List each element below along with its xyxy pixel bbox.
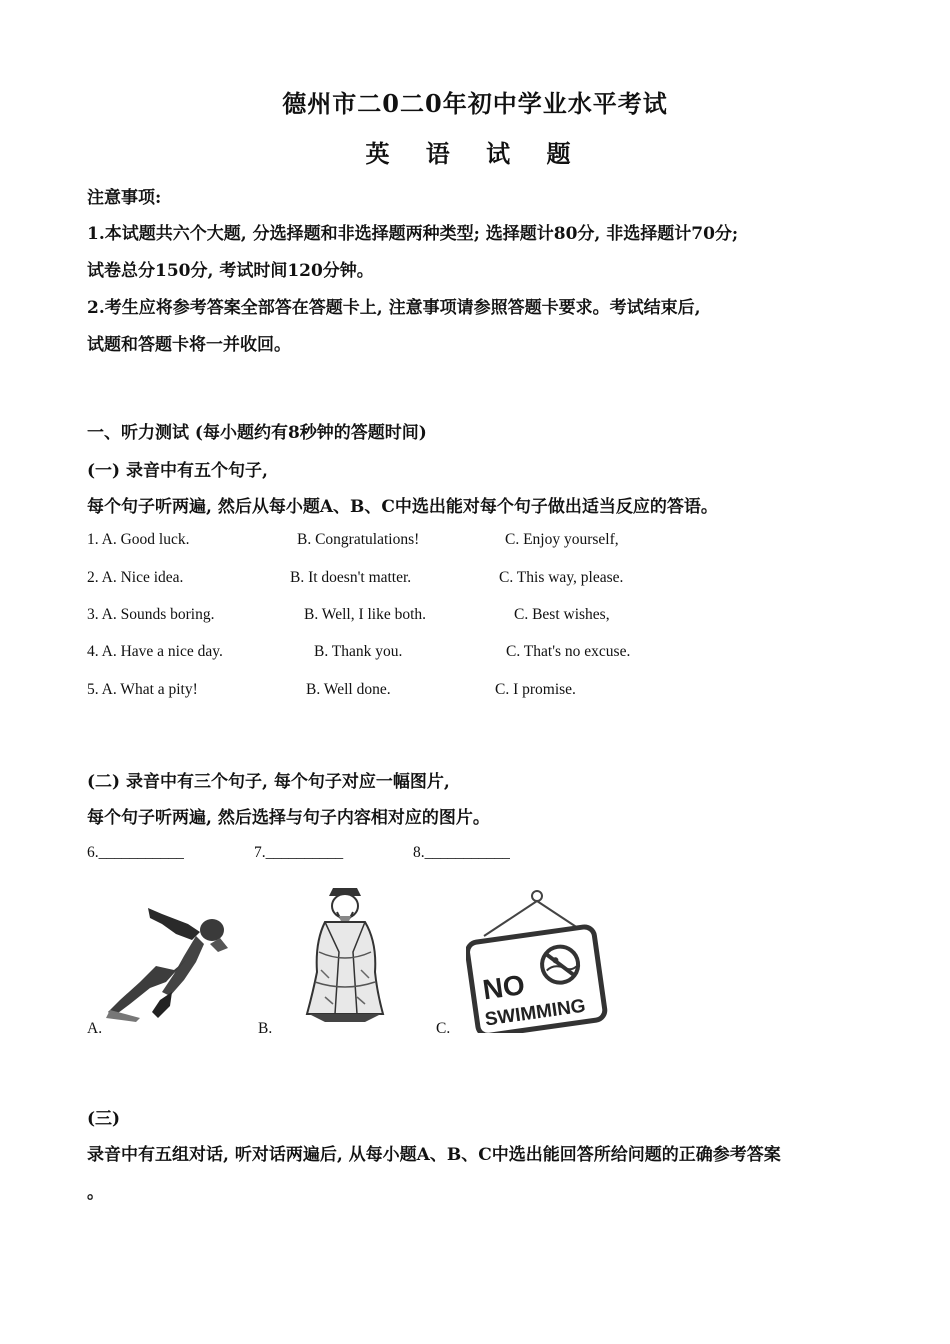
q5-option-a: 5. A. What a pity! [87, 681, 198, 698]
notes-line-2: 试卷总分150分, 考试时间120分钟。 [87, 261, 374, 281]
q5-option-b: B. Well done. [306, 681, 391, 698]
answer-blank-7: 7.__________ [254, 844, 344, 861]
part1-instruction: 每个句子听两遍, 然后从每小题A、B、C中选出能对每个句子做出适当反应的答语。 [87, 497, 718, 517]
q1-option-c: C. Enjoy yourself, [505, 531, 619, 548]
no-swimming-sign-icon [466, 888, 608, 1033]
q3-option-a: 3. A. Sounds boring. [87, 606, 215, 623]
sign-text-swimming: SWIMMING [483, 995, 587, 1031]
notes-line-4: 试题和答题卡将一并收回。 [87, 335, 291, 355]
q1-option-b: B. Congratulations! [297, 531, 420, 548]
notes-heading: 注意事项: [87, 188, 162, 208]
q3-option-b: B. Well, I like both. [304, 606, 427, 623]
picture-b-label: B. [258, 1020, 273, 1037]
confucius-icon [295, 882, 395, 1027]
answer-blank-6: 6.___________ [87, 844, 184, 861]
runner-icon [100, 900, 240, 1025]
page-subtitle: 英 语 试 题 [365, 139, 585, 168]
q4-option-b: B. Thank you. [314, 643, 403, 660]
q2-option-a: 2. A. Nice idea. [87, 569, 184, 586]
picture-a-label: A. [87, 1020, 103, 1037]
q2-option-c: C. This way, please. [499, 569, 624, 586]
q2-option-b: B. It doesn't matter. [290, 569, 412, 586]
q3-option-c: C. Best wishes, [514, 606, 610, 623]
notes-line-3: 2.考生应将参考答案全部答在答题卡上, 注意事项请参照答题卡要求。考试结束后, [87, 298, 701, 318]
part3-instruction-line1: 录音中有五组对话, 听对话两遍后, 从每小题A、B、C中选出能回答所给问题的正确参考答案 [87, 1145, 781, 1165]
part3-heading: (三) [87, 1109, 121, 1129]
notes-line-1: 1.本试题共六个大题, 分选择题和非选择题两种类型; 选择题计80分, 非选择题计70分; [87, 224, 739, 244]
answer-blank-8: 8.___________ [413, 844, 510, 861]
picture-c-label: C. [436, 1020, 451, 1037]
q5-option-c: C. I promise. [495, 681, 576, 698]
q4-option-a: 4. A. Have a nice day. [87, 643, 223, 660]
q4-option-c: C. That's no excuse. [506, 643, 631, 660]
page-title: 德州市二0二0年初中学业水平考试 [282, 89, 668, 118]
section1-heading: 一、听力测试 (每小题约有8秒钟的答题时间) [87, 423, 427, 443]
part2-heading: (二) 录音中有三个句子, 每个句子对应一幅图片, [87, 772, 450, 792]
q1-option-a: 1. A. Good luck. [87, 531, 190, 548]
part2-instruction: 每个句子听两遍, 然后选择与句子内容相对应的图片。 [87, 808, 490, 828]
part1-heading: (一) 录音中有五个句子, [87, 461, 268, 481]
sign-text-no: NO [480, 968, 527, 1006]
part3-instruction-line2: 。 [87, 1183, 104, 1203]
